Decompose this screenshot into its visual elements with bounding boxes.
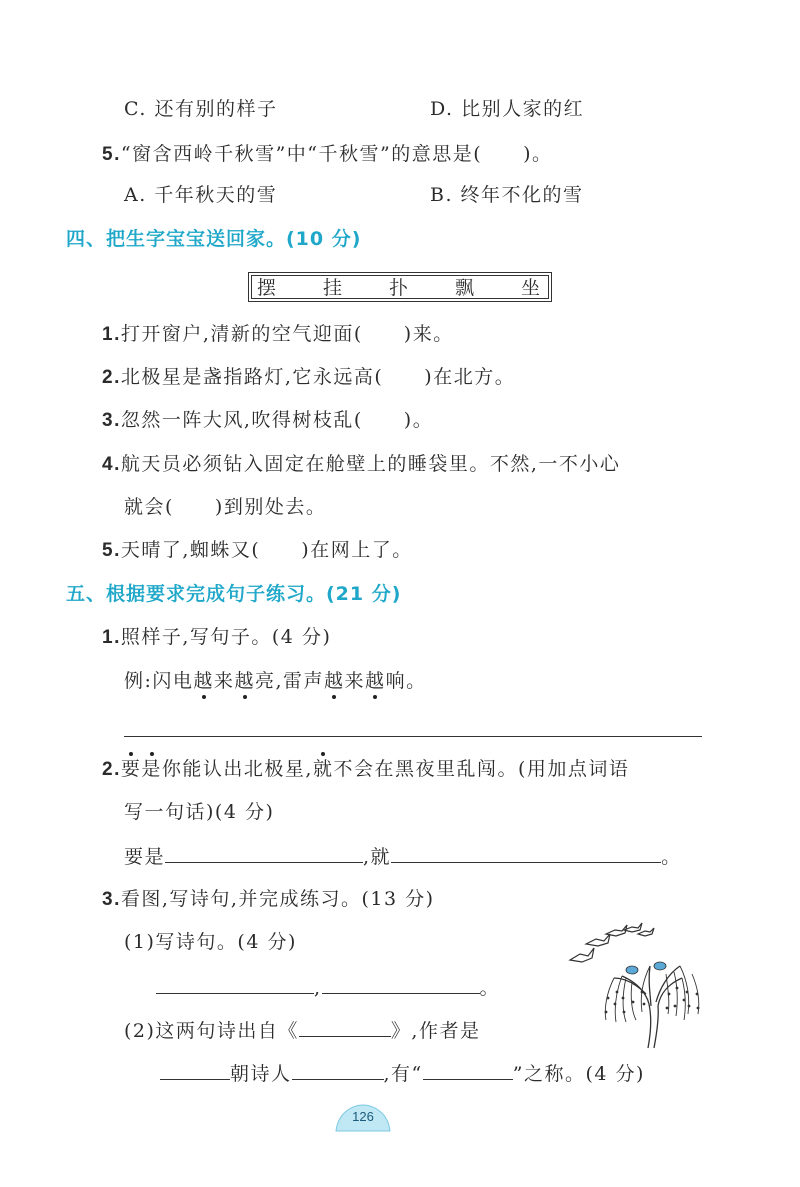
page-number: 126 [352, 1109, 374, 1124]
dotted-char: 越 [193, 670, 214, 692]
s5-q2-fill [124, 844, 682, 869]
question-number: 1. [102, 627, 121, 648]
item-text: 忽然一阵大风,吹得树枝乱( )。 [120, 409, 434, 431]
s4-item-2 [102, 365, 515, 390]
question-text: 不会在黑夜里乱闯。(用加点词语 [333, 758, 630, 780]
s4-item-1 [102, 322, 454, 347]
answer-blank[interactable] [322, 975, 480, 994]
answer-blank[interactable] [160, 1061, 230, 1080]
question-text: 看图,写诗句,并完成练习。(13 分) [120, 888, 435, 910]
dotted-char: 就 [312, 758, 334, 780]
dotted-char: 越 [365, 670, 386, 692]
word-bank-box [248, 272, 552, 302]
s5-question-1 [102, 625, 331, 650]
answer-line[interactable] [124, 736, 702, 737]
item-text: 天晴了,蜘蛛又( )在网上了。 [120, 539, 413, 561]
question-number: 5. [102, 144, 121, 165]
word-bank-word: 扑 [389, 277, 409, 299]
willow-tree-icon [605, 966, 700, 1048]
s5-q3-poem-fill [156, 975, 500, 1000]
fill-end: 。 [661, 846, 682, 868]
example-char: 响 [385, 670, 407, 692]
dotted-char: 要 [120, 758, 142, 780]
s4-item-4 [102, 452, 620, 477]
sub2-text: (2)这两句诗出自《 [124, 1020, 299, 1042]
s5-question-2 [102, 757, 629, 782]
word-bank-word: 挂 [323, 277, 343, 299]
s5-q1-example [124, 669, 427, 693]
answer-blank[interactable] [292, 1061, 384, 1080]
fill-connector: ,就 [363, 846, 392, 868]
willow-egret-illustration [556, 922, 706, 1050]
item-text: 打开窗户,清新的空气迎面( )来。 [120, 323, 454, 345]
item-number: 5. [102, 540, 121, 561]
s5-q2-line2: 写一句话)(4 分) [124, 801, 275, 823]
example-char: 来 [344, 670, 366, 692]
sub2-text: 》,作者是 [390, 1020, 481, 1042]
s5-q3-sub2-line2 [160, 1061, 645, 1086]
q5-option-a: A. 千年秋天的雪 [124, 184, 278, 206]
q4-option-d: D. 比别人家的红 [430, 98, 585, 120]
example-char: 亮 [254, 670, 276, 692]
answer-blank[interactable] [423, 1061, 513, 1080]
example-char: ,雷声 [275, 670, 325, 692]
egret-flock-icon [570, 923, 654, 962]
sub2-text: 朝诗人 [230, 1063, 292, 1085]
example-char: 来 [213, 670, 235, 692]
dotted-char: 是 [141, 758, 162, 780]
dotted-char: 越 [234, 670, 255, 692]
q4-option-c: C. 还有别的样子 [124, 98, 278, 120]
comma: , [314, 977, 322, 999]
answer-blank[interactable] [156, 975, 314, 994]
s4-item-5 [102, 538, 413, 563]
answer-blank[interactable] [299, 1018, 391, 1037]
item-number: 3. [102, 410, 121, 431]
question-text: “窗含西岭千秋雪”中“千秋雪”的意思是( )。 [120, 143, 553, 165]
item-text: 航天员必须钻入固定在舱壁上的睡袋里。不然,一不小心 [120, 453, 621, 475]
question-number: 2. [102, 759, 121, 780]
s4-item-3 [102, 408, 433, 433]
dotted-char: 越 [324, 670, 345, 692]
item-number: 1. [102, 324, 121, 345]
s5-question-3 [102, 887, 434, 912]
item-number: 4. [102, 454, 121, 475]
item-number: 2. [102, 367, 121, 388]
sub2-text: ,有“ [383, 1063, 423, 1085]
word-bank-word: 坐 [521, 277, 541, 299]
word-bank-word: 摆 [257, 277, 277, 299]
section-5-title: 五、根据要求完成句子练习。(21 分) [66, 583, 402, 605]
period: 。 [479, 977, 501, 999]
question-number: 3. [102, 889, 121, 910]
question-text: 你能认出北极星, [161, 758, 313, 780]
section-4-title: 四、把生字宝宝送回家。(10 分) [66, 228, 362, 250]
example-prefix: 例:闪电 [124, 670, 194, 692]
example-char: 。 [406, 670, 427, 692]
question-text: 照样子,写句子。(4 分) [120, 626, 332, 648]
s4-item-4-cont: 就会( )到别处去。 [124, 496, 327, 518]
answer-blank[interactable] [391, 844, 661, 863]
answer-blank[interactable] [165, 844, 363, 863]
oriole-bird-icon [626, 962, 666, 974]
word-bank-word: 飘 [455, 277, 475, 299]
sub2-text: ”之称。(4 分) [512, 1063, 645, 1085]
s5-q3-sub1: (1)写诗句。(4 分) [124, 931, 297, 953]
s5-q3-sub2 [124, 1018, 480, 1043]
question-5 [102, 142, 553, 167]
fill-prefix: 要是 [124, 846, 166, 868]
q5-option-b: B. 终年不化的雪 [430, 184, 584, 206]
item-text: 北极星是盏指路灯,它永远高( )在北方。 [120, 366, 516, 388]
page-number-badge [334, 1103, 392, 1133]
